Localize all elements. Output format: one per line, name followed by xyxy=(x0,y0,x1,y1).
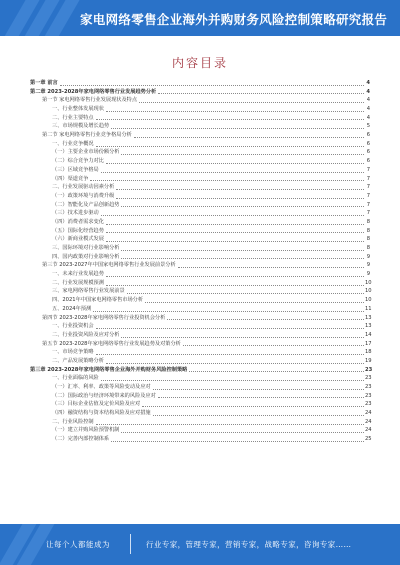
toc-entry[interactable] xyxy=(30,374,370,383)
toc-page-number: 6 xyxy=(366,149,370,156)
toc-page-number: 6 xyxy=(366,140,370,147)
toc-leader-dots xyxy=(106,232,364,233)
toc-leader-dots xyxy=(189,371,364,372)
toc-list xyxy=(30,79,373,444)
toc-leader-dots xyxy=(111,128,364,129)
toc-leader-dots xyxy=(101,172,364,173)
toc-leader-dots xyxy=(121,154,364,155)
toc-page-number: 10 xyxy=(365,297,372,304)
toc-entry-text: （六）新商业模式发展 xyxy=(52,236,104,243)
toc-page-number: 23 xyxy=(365,384,372,391)
toc-page xyxy=(30,54,373,444)
toc-page-number: 23 xyxy=(365,401,372,408)
toc-entry-text: 第一节 家电网络零售行业发展现状及特点 xyxy=(42,97,138,104)
toc-title: 内容目录 xyxy=(171,56,228,70)
toc-leader-dots xyxy=(96,328,364,329)
toc-page-number: 23 xyxy=(365,375,372,382)
toc-page-number: 6 xyxy=(366,132,370,139)
toc-entry[interactable] xyxy=(30,149,370,158)
toc-entry[interactable] xyxy=(30,96,370,105)
toc-leader-dots xyxy=(106,276,364,277)
toc-entry-text: （二）综合竞争力对比 xyxy=(52,158,104,165)
toc-page-number: 8 xyxy=(366,236,370,243)
toc-entry[interactable] xyxy=(30,244,370,253)
toc-entry[interactable] xyxy=(30,140,370,149)
toc-entry-text: （一）建立并购风险预警机制 xyxy=(52,427,120,434)
toc-entry[interactable] xyxy=(30,192,370,201)
toc-entry-text: 二、行业主要特点 xyxy=(52,114,94,121)
footer-divider xyxy=(130,534,131,554)
toc-entry[interactable] xyxy=(30,305,370,314)
toc-leader-dots xyxy=(60,85,364,86)
toc-page-number: 6 xyxy=(366,158,370,165)
toc-entry[interactable] xyxy=(30,122,370,131)
toc-entry[interactable] xyxy=(30,253,370,262)
toc-entry-text: 一、行业整体发展现状 xyxy=(52,106,104,113)
toc-leader-dots xyxy=(153,389,364,390)
toc-leader-dots xyxy=(178,267,364,268)
toc-leader-dots xyxy=(127,293,364,294)
toc-entry[interactable] xyxy=(30,157,370,166)
toc-entry[interactable] xyxy=(30,331,370,340)
toc-entry[interactable] xyxy=(30,270,370,279)
toc-entry[interactable] xyxy=(30,227,370,236)
toc-entry[interactable] xyxy=(30,131,370,140)
toc-leader-dots xyxy=(96,424,364,425)
toc-page-number: 4 xyxy=(366,97,370,104)
toc-page-number: 7 xyxy=(366,192,370,199)
toc-entry-text: 一、行业竞争概况 xyxy=(52,140,94,147)
toc-leader-dots xyxy=(101,380,364,381)
toc-page-number: 19 xyxy=(365,357,372,364)
toc-entry[interactable] xyxy=(30,105,370,114)
toc-entry-text: （三）技术进步驱动 xyxy=(52,210,99,217)
toc-entry[interactable] xyxy=(30,383,370,392)
report-title: 家电网络零售企业海外并购财务风险控制策略研究报告 xyxy=(80,12,388,27)
toc-entry-text: 三、家电网络零售行业发展前景 xyxy=(52,288,125,295)
toc-leader-dots xyxy=(153,415,364,416)
header-banner xyxy=(0,0,400,36)
toc-entry-text: 一、未来行业发展趋势 xyxy=(52,271,104,278)
toc-page-number: 24 xyxy=(365,410,372,417)
toc-leader-dots xyxy=(121,250,364,251)
toc-page-number: 24 xyxy=(365,427,372,434)
footer-slogan-right: 行业专家，管理专家，营销专家，战略专家，咨询专家…… xyxy=(146,540,352,549)
toc-entry[interactable] xyxy=(30,279,370,288)
toc-entry[interactable] xyxy=(30,114,370,123)
toc-entry-text: （三）区域竞争格局 xyxy=(52,166,99,173)
toc-entry-text: 第四节 2023-2028年家电网络零售行业投资机会分析 xyxy=(42,314,166,321)
footer-banner xyxy=(0,524,400,565)
toc-entry[interactable] xyxy=(30,218,370,227)
toc-leader-dots xyxy=(106,363,364,364)
footer-slogan-left: 让每个人都能成为 xyxy=(46,540,110,549)
toc-leader-dots xyxy=(93,311,364,312)
toc-entry-text: 第三节 2023-2027年中国家电网络零售行业发展前景分析 xyxy=(42,262,176,269)
toc-entry-text: 一、行业投资机会 xyxy=(52,323,94,330)
toc-entry[interactable] xyxy=(30,435,370,444)
toc-page-number: 10 xyxy=(365,288,372,295)
toc-page-number: 7 xyxy=(366,166,370,173)
toc-entry-text: 二、行业发展驱动因素分析 xyxy=(52,184,115,191)
toc-page-number: 17 xyxy=(365,340,372,347)
toc-entry[interactable] xyxy=(30,340,370,349)
toc-entry[interactable] xyxy=(30,88,370,97)
toc-leader-dots xyxy=(121,432,364,433)
toc-entry[interactable] xyxy=(30,366,373,375)
toc-entry-text: 第五节 2023-2028年家电网络零售行业发展趋势及对策分析 xyxy=(42,340,181,347)
toc-leader-dots xyxy=(116,198,364,199)
toc-page-number: 9 xyxy=(366,271,370,278)
toc-entry-text: （二）国际政治与经济环境带来的风险及应对 xyxy=(52,392,156,399)
toc-leader-dots xyxy=(96,119,364,120)
toc-entry-text: （一）汇率、利率、政策等风险变动及应对 xyxy=(52,384,151,391)
toc-entry[interactable] xyxy=(30,183,370,192)
toc-entry-text: 一、市场竞争策略 xyxy=(52,349,94,356)
toc-entry[interactable] xyxy=(30,79,370,88)
toc-entry-text: 三、国际环境对行业影响分析 xyxy=(52,245,120,252)
toc-page-number: 10 xyxy=(365,279,372,286)
toc-entry-text: （一）政策环境与消费升级 xyxy=(52,192,115,199)
toc-entry-text: 四、2021年中国家电网络零售市场分析 xyxy=(52,297,144,304)
toc-page-number: 23 xyxy=(365,392,372,399)
toc-entry-text: 一、行业面临的风险 xyxy=(52,375,99,382)
toc-page-number: 13 xyxy=(365,314,372,321)
toc-entry[interactable] xyxy=(30,348,370,357)
toc-leader-dots xyxy=(116,189,364,190)
toc-entry-text: 二、行业投资风险及应对分析 xyxy=(52,331,120,338)
toc-leader-dots xyxy=(96,354,364,355)
toc-entry[interactable] xyxy=(30,400,370,409)
toc-entry[interactable] xyxy=(30,296,370,305)
toc-entry[interactable] xyxy=(30,288,370,297)
toc-entry[interactable] xyxy=(30,409,370,418)
toc-leader-dots xyxy=(142,406,364,407)
toc-page-number: 8 xyxy=(366,245,370,252)
toc-leader-dots xyxy=(139,102,364,103)
toc-page-number: 7 xyxy=(366,210,370,217)
toc-leader-dots xyxy=(183,345,364,346)
toc-entry-text: 五、2024年预测 xyxy=(52,305,92,312)
toc-entry[interactable] xyxy=(30,261,370,270)
toc-entry-text: 四、国内政策对行业影响分析 xyxy=(52,253,120,260)
toc-entry[interactable] xyxy=(30,427,370,436)
toc-leader-dots xyxy=(96,146,364,147)
toc-entry-text: （三）目标企业估值及定价风险及应对 xyxy=(52,401,141,408)
toc-entry-text: 第二节 家电网络零售行业竞争格局分析 xyxy=(42,132,132,139)
toc-page-number: 5 xyxy=(366,123,370,130)
toc-leader-dots xyxy=(106,224,364,225)
toc-entry-text: （四）渠道竞争 xyxy=(52,175,89,182)
toc-entry[interactable] xyxy=(30,418,370,427)
toc-entry[interactable] xyxy=(30,209,370,218)
toc-entry[interactable] xyxy=(30,392,370,401)
toc-leader-dots xyxy=(111,441,364,442)
toc-entry[interactable] xyxy=(30,235,370,244)
toc-leader-dots xyxy=(101,215,364,216)
toc-page-number: 25 xyxy=(365,436,372,443)
toc-leader-dots xyxy=(106,163,364,164)
toc-page-number: 23 xyxy=(365,366,373,373)
toc-leader-dots xyxy=(167,319,364,320)
toc-page-number: 18 xyxy=(365,349,372,356)
toc-page-number: 7 xyxy=(366,175,370,182)
toc-entry-text: 第一章 前言 xyxy=(30,79,58,86)
toc-entry[interactable] xyxy=(30,357,370,366)
toc-leader-dots xyxy=(121,337,364,338)
toc-page-number: 4 xyxy=(366,79,370,86)
toc-entry[interactable] xyxy=(30,314,370,323)
toc-entry-text: 三、市场规模及增长趋势 xyxy=(52,123,110,130)
toc-page-number: 9 xyxy=(366,262,370,269)
toc-page-number: 9 xyxy=(366,253,370,260)
toc-page-number: 7 xyxy=(366,201,370,208)
toc-entry-text: （五）国际化经营趋势 xyxy=(52,227,104,234)
toc-page-number: 14 xyxy=(365,331,372,338)
toc-entry[interactable] xyxy=(30,175,370,184)
toc-page-number: 8 xyxy=(366,218,370,225)
toc-page-number: 4 xyxy=(366,114,370,121)
toc-entry-text: （二）完善内部控制体系 xyxy=(52,436,110,443)
toc-leader-dots xyxy=(106,111,364,112)
toc-leader-dots xyxy=(106,241,364,242)
toc-entry-text: 二、行业发展规模预测 xyxy=(52,279,104,286)
toc-entry-text: （四）消费者需求变化 xyxy=(52,218,104,225)
toc-page-number: 4 xyxy=(366,106,370,113)
toc-page-number: 8 xyxy=(366,227,370,234)
toc-leader-dots xyxy=(158,397,364,398)
toc-entry[interactable] xyxy=(30,322,370,331)
toc-page-number: 4 xyxy=(366,88,370,95)
toc-leader-dots xyxy=(121,206,364,207)
toc-entry-text: 第三章 2023-2028年家电网络零售企业海外并购财务风险控制策略 xyxy=(30,366,188,373)
toc-leader-dots xyxy=(121,258,364,259)
toc-entry-text: 二、行业风险控制 xyxy=(52,418,94,425)
toc-entry[interactable] xyxy=(30,166,370,175)
toc-leader-dots xyxy=(145,302,364,303)
toc-entry-text: 二、产品发展策略分析 xyxy=(52,357,104,364)
toc-page-number: 11 xyxy=(365,305,372,312)
toc-page-number: 13 xyxy=(365,323,372,330)
toc-entry[interactable] xyxy=(30,201,370,210)
toc-entry-text: （二）智能化及产品创新趋势 xyxy=(52,201,120,208)
toc-leader-dots xyxy=(106,285,364,286)
toc-page-number: 7 xyxy=(366,184,370,191)
toc-page-number: 24 xyxy=(365,418,372,425)
toc-entry-text: （一）主要企业市场份额分析 xyxy=(52,149,120,156)
toc-entry-text: 第二章 2023-2028年家电网络零售行业发展趋势分析 xyxy=(30,88,157,95)
toc-leader-dots xyxy=(90,180,364,181)
toc-leader-dots xyxy=(134,137,364,138)
toc-leader-dots xyxy=(158,93,364,94)
toc-entry-text: （四）融资结构与资本结构风险及应对措施 xyxy=(52,410,151,417)
